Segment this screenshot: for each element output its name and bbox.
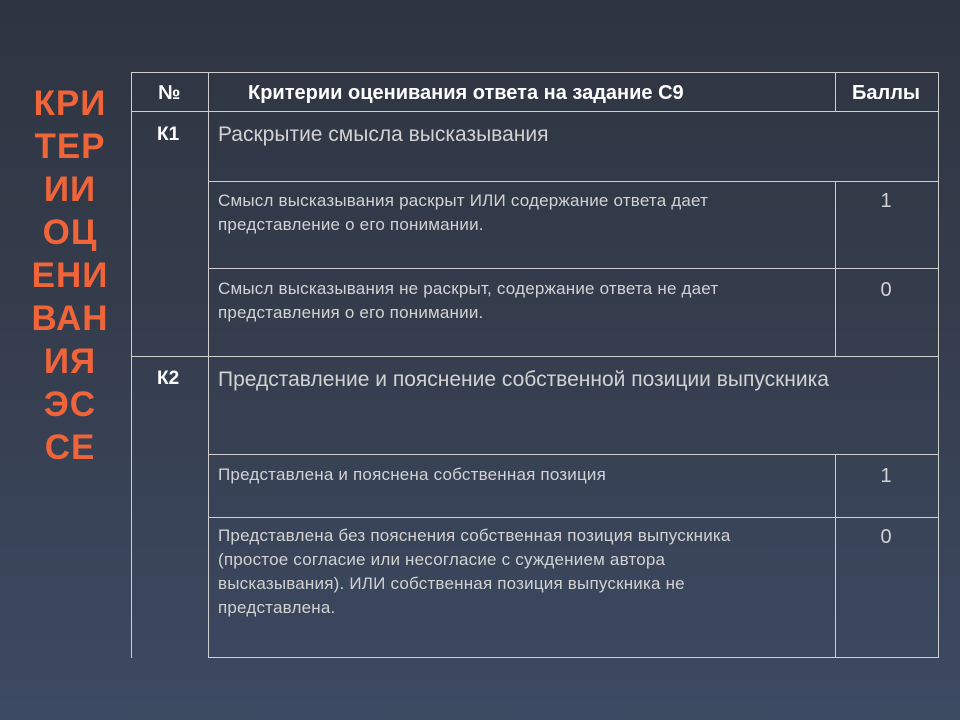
header-points: Баллы	[852, 82, 920, 104]
level-text: Смысл высказывания раскрыт ИЛИ содержание ответа дает представление о его понимании.	[218, 191, 709, 234]
level-score: 1	[880, 465, 892, 487]
row-code-k1: К1	[157, 124, 180, 145]
number-column-divider	[208, 72, 209, 658]
points-header-divider	[835, 72, 836, 112]
side-title-line: ИЯ	[43, 342, 97, 381]
row-divider	[131, 356, 939, 357]
table-border-bottom	[208, 657, 939, 658]
table-border-left	[131, 72, 132, 658]
level-score: 0	[880, 279, 892, 301]
k2-criterion-divider	[208, 454, 939, 455]
table-border-right	[938, 72, 939, 658]
level-text: Представлена и пояснена собственная позиция	[218, 465, 607, 484]
k2-level-divider	[208, 517, 939, 518]
k1-criterion-divider	[208, 181, 939, 182]
criterion-k1: Раскрытие смысла высказывания	[218, 123, 549, 146]
header-criteria: Критерии оценивания ответа на задание С9	[248, 82, 684, 104]
level-text: Смысл высказывания не раскрыт, содержание ответа не дает представления о его понимании.	[218, 279, 719, 322]
header-divider	[131, 111, 939, 112]
row-code-k2: К2	[157, 368, 180, 389]
side-title-line: ЕНИ	[31, 256, 109, 295]
criterion-k2: Представление и пояснение собственной позиции выпускника	[218, 368, 829, 391]
side-title-line: ВАН	[31, 299, 109, 338]
header-number: №	[158, 82, 181, 104]
side-title-line: КРИ	[33, 84, 107, 123]
side-title-line: ЭС	[43, 385, 97, 424]
table-border-top	[131, 72, 939, 73]
side-title-line: СЕ	[44, 428, 96, 467]
k1-level-divider	[208, 268, 939, 269]
side-title-line: ИИ	[43, 170, 97, 209]
level-score: 0	[880, 526, 892, 548]
side-title-line: ТЕР	[34, 127, 106, 166]
side-title-line: ОЦ	[42, 213, 98, 252]
side-title	[22, 82, 118, 469]
level-text: Представлена без пояснения собственная позиция выпускника (простое согласие или несогласие с суждением автора высказывания). ИЛИ собственная позиция выпускника не представлена.	[218, 526, 731, 617]
level-score: 1	[880, 190, 892, 212]
